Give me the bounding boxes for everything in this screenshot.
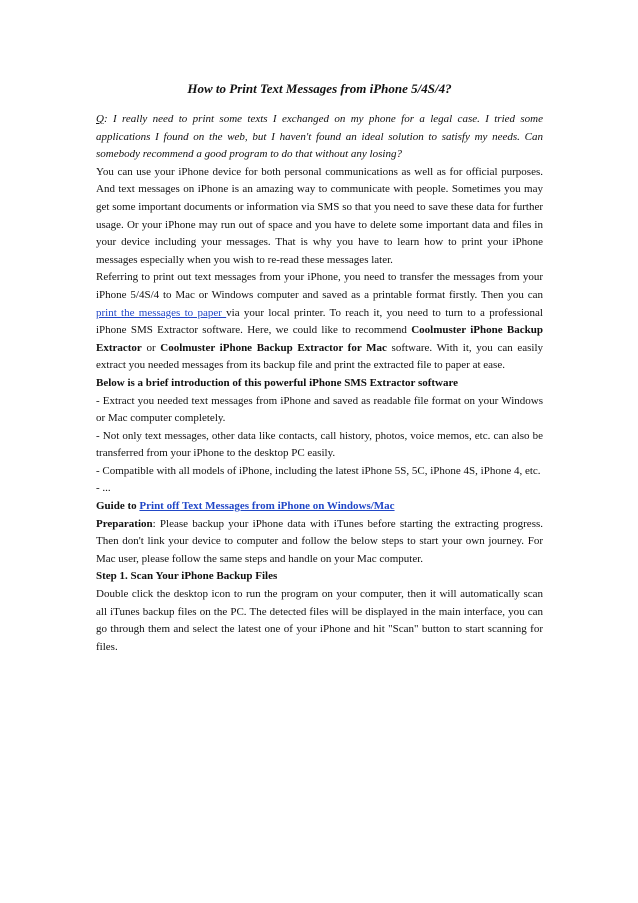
guide-label: Guide to [96,500,140,513]
step1-heading: Step 1. Scan Your iPhone Backup Files [96,570,278,583]
transfer-text-or: or [141,341,161,354]
guide-link[interactable]: Print off Text Messages from iPhone on Windows/Mac [139,500,395,513]
transfer-text-b: via your local printer. To reach it, you need to turn to a professional iPhone SMS Extractor software. Here, we could like to recommend [96,306,543,337]
print-messages-link[interactable]: print the messages to paper [96,306,227,319]
feature-item: - Not only text messages, other data like contacts, call history, photos, voice memos, etc. can also be transferred from your iPhone to the desktop PC easily. [96,429,543,460]
step1-paragraph: Double click the desktop icon to run the program on your computer, then it will automatically scan all iTunes backup files on the PC. The detected files will be displayed in the main interface, you can go through them and select the latest one of your iPhone and hit "Scan" button to start scanning for files. [96,588,543,653]
product-name-windows: Coolmuster iPhone Backup Extractor [96,324,543,354]
preparation-paragraph [96,516,543,569]
transfer-paragraph [96,269,543,375]
feature-item: - Extract you needed text messages from iPhone and saved as readable file format on your Windows or Mac computer completely. [96,394,543,425]
preparation-label: Preparation [96,517,153,530]
software-intro-heading: Below is a brief introduction of this powerful iPhone SMS Extractor software [96,376,459,389]
question-label: Q [96,113,104,125]
question-text: : I really need to print some texts I exchanged on my phone for a legal case. I tried some applications I found on the web, but I haven't found an ideal solution to satisfy my needs. Can somebody recommend a good program to do that without any losing? [96,113,543,161]
document-page [96,80,543,656]
product-name-mac: Coolmuster iPhone Backup Extractor for Mac [160,341,387,354]
guide-heading [96,498,543,516]
document-title: How to Print Text Messages from iPhone 5/4S/4? [187,81,452,96]
transfer-text-c: software. With it, you can easily extract you needed messages from its backup file and print the extracted file to paper at ease. [96,341,543,372]
question-paragraph [96,111,543,164]
feature-item: - ... [96,482,111,495]
preparation-text: : Please backup your iPhone data with iTunes before starting the extracting progress. Then don't link your device to computer and follow the below steps to start your own journey. For Mac user, please follow the same steps and handle on your Mac computer. [96,517,543,565]
transfer-text-a: Referring to print out text messages from your iPhone, you need to transfer the messages from your iPhone 5/4S/4 to Mac or Windows computer and saved as a printable format firstly. Then you can [96,271,543,301]
feature-item: - Compatible with all models of iPhone, including the latest iPhone 5S, 5C, iPhone 4S, iPhone 4, etc. [96,464,541,477]
intro-paragraph: You can use your iPhone device for both personal communications as well as for official purposes. And text messages on iPhone is an amazing way to communicate with people. Sometimes you may get some important documents or information via SMS so that you need to save these data for further usage. Or your iPhone may run out of space and you have to delete some important data and files in your device including your messages. That is why you have to learn how to print your iPhone messages especially when you wish to re-read these messages later. [96,165,543,266]
